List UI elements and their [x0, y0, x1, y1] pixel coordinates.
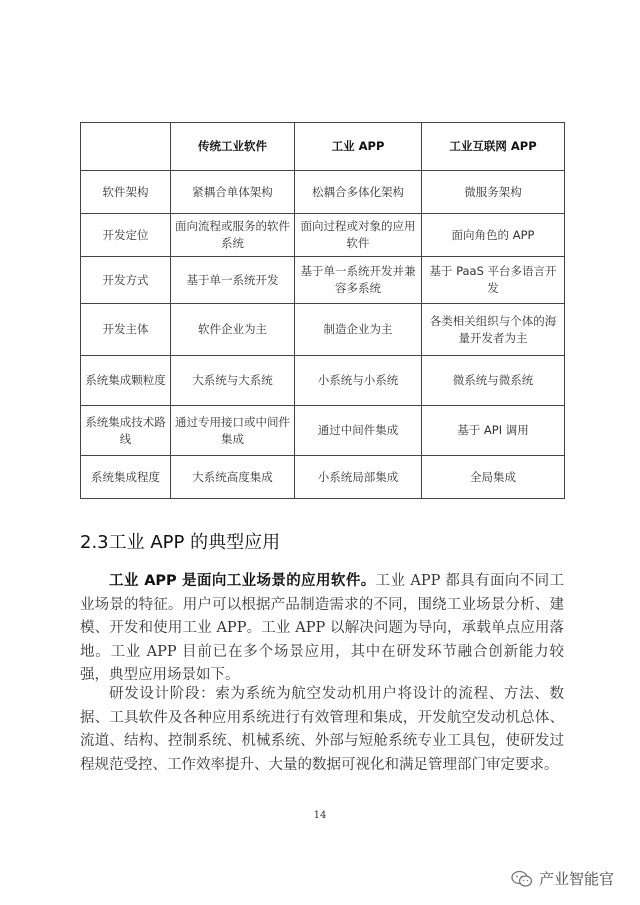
section-heading: 2.3工业 APP 的典型应用 — [80, 532, 281, 553]
table-cell: 各类相关组织与个体的海量开发者为主 — [422, 304, 565, 356]
header-cell-traditional-software: 传统工业软件 — [171, 123, 295, 171]
table-cell: 通过专用接口或中间件集成 — [171, 406, 295, 456]
table-cell: 面向流程或服务的软件系统 — [171, 214, 295, 257]
table-row — [81, 356, 565, 406]
table-cell: 紧耦合单体架构 — [171, 171, 295, 214]
header-cell-empty — [81, 123, 171, 171]
paragraph-intro — [80, 570, 564, 688]
table-cell: 全局集成 — [422, 456, 565, 499]
table-row — [81, 171, 565, 214]
row-label: 开发主体 — [81, 304, 171, 356]
paragraph-rd-design: 研发设计阶段：索为系统为航空发动机用户将设计的流程、方法、数据、工具软件及各种应用系统进行有效管理和集成，开发航空发动机总体、流道、结构、控制系统、机械系统、外部与短舱系统专业工具包，使研发过程规范受控、工作效率提升、大量的数据可视化和满足管理部门审定要求。 — [80, 686, 564, 773]
watermark-text: 产业智能官 — [538, 870, 614, 888]
table-row — [81, 456, 565, 499]
row-label: 开发方式 — [81, 257, 171, 304]
page-number: 14 — [313, 810, 327, 821]
row-label: 系统集成程度 — [81, 456, 171, 499]
table-cell: 基于单一系统开发 — [171, 257, 295, 304]
table-cell: 大系统高度集成 — [171, 456, 295, 499]
table-cell: 小系统局部集成 — [295, 456, 422, 499]
table-cell: 通过中间件集成 — [295, 406, 422, 456]
header-cell-industrial-internet-app: 工业互联网 APP — [422, 123, 565, 171]
table-cell: 小系统与小系统 — [295, 356, 422, 406]
table-cell: 松耦合多体化架构 — [295, 171, 422, 214]
table-cell: 基于 PaaS 平台多语言开发 — [422, 257, 565, 304]
paragraph-body: 工业 APP 都具有面向不同工业场景的特征。用户可以根据产品制造需求的不同，围绕工业场景分析、建模、开发和使用工业 APP。工业 APP 以解决问题为导向，承载单点应用落地。工业 APP 目前已在多个场景应用，其中在研发环节融合创新能力较强，典型应用场景如下。 — [80, 573, 565, 683]
row-label: 软件架构 — [81, 171, 171, 214]
table-cell: 制造企业为主 — [295, 304, 422, 356]
table-cell: 面向过程或对象的应用软件 — [295, 214, 422, 257]
table-cell: 微服务架构 — [422, 171, 565, 214]
table-cell: 大系统与大系统 — [171, 356, 295, 406]
comparison-table — [80, 122, 565, 499]
wechat-icon — [511, 870, 533, 888]
table-cell: 基于 API 调用 — [422, 406, 565, 456]
table-row — [81, 257, 565, 304]
row-label: 系统集成技术路线 — [81, 406, 171, 456]
table-cell: 微系统与微系统 — [422, 356, 565, 406]
header-cell-industrial-app: 工业 APP — [295, 123, 422, 171]
table-row — [81, 406, 565, 456]
table-cell: 基于单一系统开发并兼容多系统 — [295, 257, 422, 304]
row-label: 开发定位 — [81, 214, 171, 257]
watermark — [511, 868, 614, 889]
table-cell: 面向角色的 APP — [422, 214, 565, 257]
table-row — [81, 304, 565, 356]
paragraph-lead-bold: 工业 APP 是面向工业场景的应用软件。 — [109, 573, 376, 589]
table-header-row — [81, 123, 565, 171]
table-cell: 软件企业为主 — [171, 304, 295, 356]
row-label: 系统集成颗粒度 — [81, 356, 171, 406]
table-row — [81, 214, 565, 257]
